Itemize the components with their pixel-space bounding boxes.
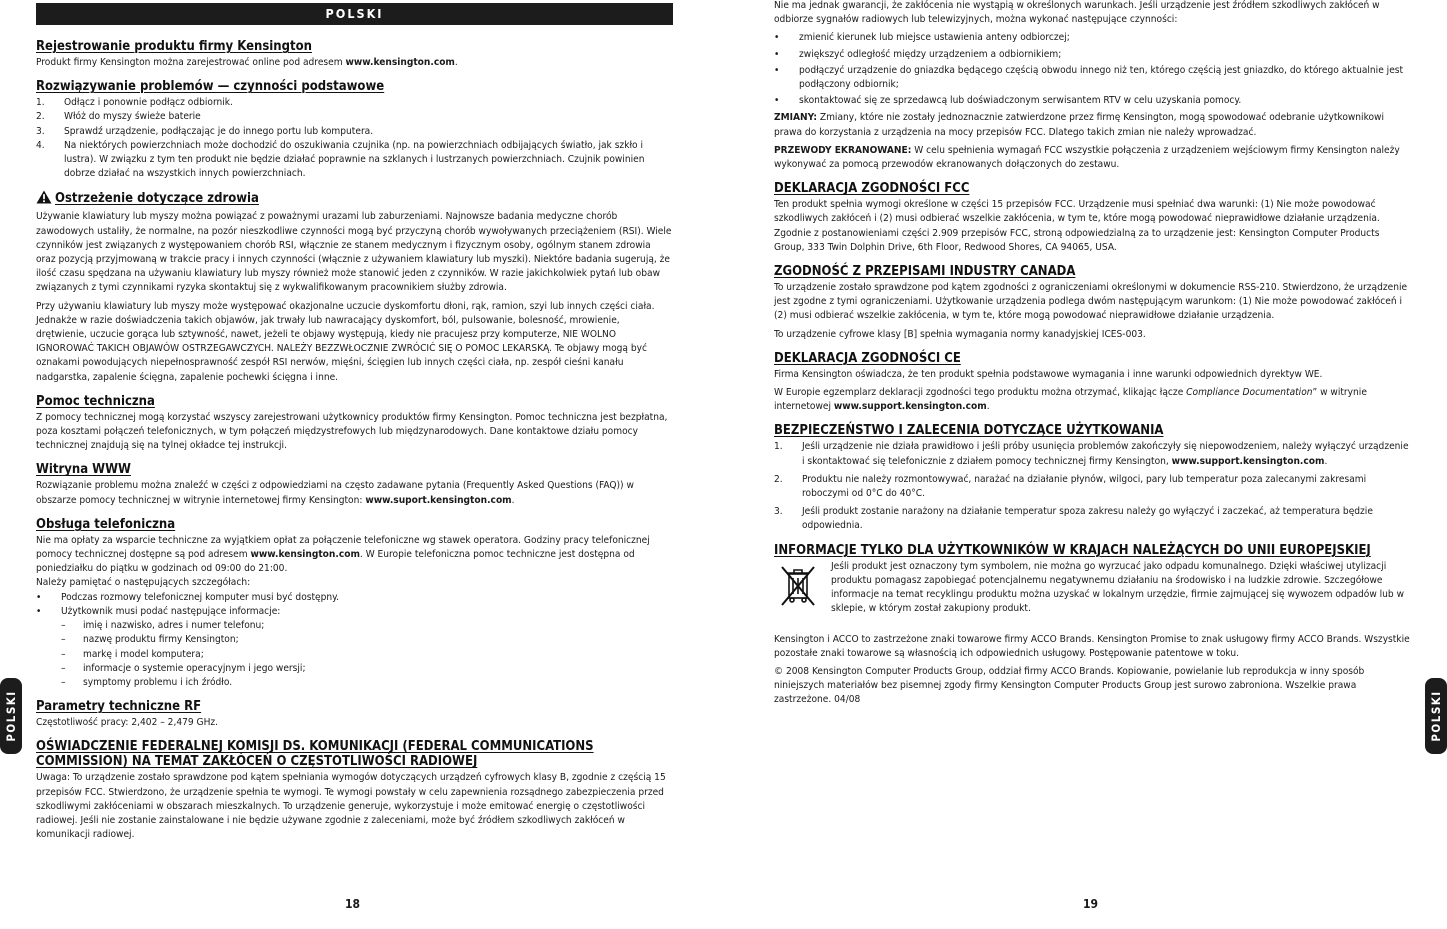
- phone-url: www.kensington.com: [250, 549, 360, 561]
- trademarks-text: Kensington i ACCO to zastrzeżone znaki towarowe firmy ACCO Brands. Kensington Promise to znak usługowy firmy ACCO Brands. Wszystkie pozostałe znaki towarowe są własnością ich odpowiednich usługowy. Postępowanie patentowe w toku.: [774, 633, 1410, 659]
- safety-list: [774, 440, 1412, 533]
- web-text: Rozwiązanie problemu można znaleźć w części z odpowiedziami na często zadawane pytania (Frequently Asked Questions (FAQ)) w obszarze pomocy technicznej w witrynie internetowej firmy Kensington: www.suport.kensington.com.: [36, 480, 634, 506]
- ce-text: Firma Kensington oświadcza, że ten produkt spełnia podstawowe wymagania i inne warunki odpowiednich dyrektyw WE.: [774, 368, 1323, 380]
- health-warning-heading: Ostrzeżenie dotyczące zdrowia: [36, 190, 673, 208]
- fcc-continued-text: Nie ma jednak gwarancji, że zakłócenia nie wystąpią w określonych warunkach. Jeśli urządzenie jest źródłem szkodliwych zakłóceń w odbiorze sygnałów radiowych lub telewizyjnych, można wykonać następujące czynności:: [774, 0, 1380, 26]
- registration-heading: Rejestrowanie produktu firmy Kensington: [36, 39, 312, 54]
- eu-users-heading: INFORMACJE TYLKO DLA UŻYTKOWNIKÓW W KRAJACH NALEŻĄCYCH DO UNII EUROPEJSKIEJ: [774, 542, 1371, 558]
- ce-heading: DEKLARACJA ZGODNOŚCI CE: [774, 350, 961, 366]
- list-item: 4. Na niektórych powierzchniach może dochodzić do oszukiwania czujnika (np. na powierzchniach odbijających światło, jak szkło i lustra). W związku z tym ten produkt nie będzie działać poprawnie na szklanych i lustrzanych powierzchniach. Czujnik powinien dobrze działać na wszystkich innych powierzchniach.: [36, 139, 645, 180]
- industry-canada-text: To urządzenie cyfrowe klasy [B] spełnia wymagania normy kanadyjskiej ICES-003.: [774, 328, 1146, 340]
- weee-notice: [774, 560, 1412, 621]
- ce-text: W Europie egzemplarz deklaracji zgodności tego produktu można otrzymać, klikając łącze Compliance Documentation” w witrynie internetowej www.support.kensington.com.: [774, 387, 1367, 413]
- crossed-out-bin-icon: [778, 564, 818, 614]
- support-heading: Pomoc techniczna: [36, 393, 155, 409]
- support-url: www.suport.kensington.com: [365, 494, 512, 506]
- safety-heading: BEZPIECZEŃSTWO I ZALECENIA DOTYCZĄCE UŻYTKOWANIA: [774, 423, 1164, 439]
- support-text: Z pomocy technicznej mogą korzystać wszyscy zarejestrowani użytkownicy produktów firmy Kensington. Pomoc techniczna jest bezpłatna, poza kosztami połączeń telefonicznych, w tym połączeń międzystrefowych lub międzynarodowych. Dane kontaktowe działu pomocy technicznej znajdują się na tylnej okładce tej instrukcji.: [36, 411, 668, 452]
- phone-note: Należy pamiętać o następujących szczegółach:: [36, 577, 251, 589]
- industry-canada-text: To urządzenie zostało sprawdzone pod kątem zgodności z ograniczeniami określonymi w dokumencie RSS-210. Stwierdzono, że urządzenie jest zgodne z tymi ograniczeniami. Użytkowanie urządzenia podlega dwóm następującym warunkom: (1) Nie może powodować zakłóceń i (2) musi odbierać wszelkie zakłócenia, w tym te, które mogą powodować nieprawidłowe działanie urządzenia.: [774, 282, 1408, 322]
- list-item: • skontaktować się ze sprzedawcą lub doświadczonym serwisantem RTV w celu uzyskania pomocy.: [774, 95, 1242, 107]
- phone-text: Nie ma opłaty za wsparcie techniczne za wyjątkiem opłat za połączenie telefoniczne wg stawek operatora. Godziny pracy telefonicznej pomocy technicznej dostępne są pod adresem www.kensington.com. W Europie telefoniczna pomoc techniczne jest dostępna od poniedziałku do piątku w godzinach od 09:00 do 21:00.: [36, 534, 650, 575]
- page-number-left: 18: [345, 897, 361, 911]
- list-item: • Użytkownik musi podać następujące informacje: – imię i nazwisko, adres i numer telefonu; – nazwę produktu firmy Kensington; – markę i model komputera; – informacje o systemie operacyjnym i jego wersji; – symptomy problemu i ich źródło.: [36, 605, 673, 690]
- list-item: 3. Sprawdź urządzenie, podłączając je do innego portu lub komputera.: [36, 125, 374, 137]
- shielded-cables-paragraph: PRZEWODY EKRANOWANE: W celu spełnienia wymagań FCC wszystkie połączenia z urządzeniem wejściowym firmy Kensington należy wykonywać za pomocą przewodów ekranowanych dołączonych do zestawu.: [774, 144, 1400, 171]
- troubleshooting-list: [36, 96, 673, 181]
- list-item: • zwiększyć odległość między urządzeniem a odbiornikiem;: [774, 48, 1062, 60]
- list-item: – nazwę produktu firmy Kensington;: [61, 634, 239, 646]
- warning-triangle-icon: [36, 190, 52, 208]
- troubleshooting-heading: Rozwiązywanie problemów — czynności podstawowe: [36, 79, 385, 95]
- list-item: – symptomy problemu i ich źródło.: [61, 676, 233, 688]
- phone-dash-list: [61, 619, 673, 690]
- web-heading: Witryna WWW: [36, 462, 131, 478]
- compliance-documentation-link: Compliance Documentation: [1186, 387, 1313, 399]
- left-page: [36, 0, 673, 846]
- rf-text: Częstotliwość pracy: 2,402 – 2,479 GHz.: [36, 717, 219, 729]
- health-warning-paragraph: Używanie klawiatury lub myszy można powiązać z poważnymi urazami lub zaburzeniami. Najnowsze badania medyczne chorób zawodowych ustaliły, że normalne, na pozór nieszkodliwe czynności mogą być przyczyną chorób wywoływanych przeciążeniem (RSI). Wiele czynników jest związanych z występowaniem chorób RSI, włącznie ze stanem medycznym i fizycznym osoby, ogólnym stanem zdrowia oraz pozycją przyjmowaną w trakcie pracy i innych czynności (włącznie z używaniem klawiatury lub myszki). Niektóre badania sugerują, że ilość czasu spędzana na używaniu klawiatury lub myszy również może stanowić jeden z czynników. W razie jakichkolwiek pytań lub obaw związanych z tymi czynnikami ryzyka skontaktuj się z wykwalifikowanym pracownikiem służby zdrowia.: [36, 211, 672, 294]
- phone-bullets: [36, 591, 673, 690]
- copyright-text: © 2008 Kensington Computer Products Group, oddział firmy ACCO Brands. Kopiowanie, powielanie lub reprodukcja w inny sposób niniejszych materiałów bez pisemnej zgody firmy Kensington Computer Products Group jest surowo zabroniona. Wszelkie prawa zastrzeżone. 04/08: [774, 665, 1365, 706]
- weee-text: Jeśli produkt jest oznaczony tym symbolem, nie można go wyrzucać jako odpadu komunalnego. Dzięki właściwej utylizacji produktu pomagasz zapobiegać potencjalnemu negatywnemu działaniu na środowisko i na ludzkie zdrowie. Szczegółowe informacje na temat recyklingu produktu można uzyskać w lokalnym urzędzie, firmie zajmującej się wywozem odpadów lub w sklepie, w którym został zakupiony produkt.: [831, 560, 1405, 615]
- side-language-tab-left: POLSKI: [0, 678, 22, 754]
- list-item: 1. Jeśli urządzenie nie działa prawidłowo i jeśli próby usunięcia problemów zakończyły się niepowodzeniem, należy wyłączyć urządzenie i skontaktować się telefonicznie z działem pomocy technicznej firmy Kensington, www.support.kensington.com.: [774, 441, 1409, 467]
- side-language-tab-right: POLSKI: [1425, 678, 1447, 754]
- registration-url: www.kensington.com: [345, 57, 455, 68]
- page-number-right: 19: [1083, 897, 1099, 911]
- right-page: [774, 0, 1412, 712]
- fcc-conformity-heading: DEKLARACJA ZGODNOŚCI FCC: [774, 181, 970, 197]
- language-header-bar: POLSKI: [36, 3, 673, 25]
- rf-heading: Parametry techniczne RF: [36, 699, 202, 715]
- list-item: – imię i nazwisko, adres i numer telefonu;: [61, 620, 265, 632]
- changes-paragraph: ZMIANY: Zmiany, które nie zostały jednoznacznie zatwierdzone przez firmę Kensington, mogą spowodować odebranie użytkownikowi prawa do korzystania z urządzenia na mocy przepisów FCC. Dlatego takich zmian nie należy wprowadzać.: [774, 112, 1384, 138]
- list-item: 2. Produktu nie należy rozmontowywać, narażać na działanie płynów, wilgoci, pary lub temperatur poza zalecanymi zakresami roboczymi od 0°C do 40°C.: [774, 473, 1367, 500]
- list-item: – markę i model komputera;: [61, 648, 204, 660]
- fcc-statement-text: Uwaga: To urządzenie zostało sprawdzone pod kątem spełniania wymogów dotyczących urządzeń cyfrowych klasy B, zgodnie z częścią 15 przepisów FCC. Stwierdzono, że urządzenie spełnia te wymogi. Te wymogi powstały w celu zapewnienia rozsądnego zabezpieczenia przed szkodliwymi zakłóceniami w obszarach mieszkalnych. To urządzenie generuje, wykorzystuje i może emitować energię o częstotliwości radiowej. Jeśli nie zostanie zainstalowane i nie będzie używane zgodnie z zaleceniami, może być źródłem szkodliwych zakłóceń w komunikacji radiowej.: [36, 772, 666, 841]
- list-item: 2. Włóż do myszy świeże baterie: [36, 111, 201, 123]
- industry-canada-heading: ZGODNOŚĆ Z PRZEPISAMI INDUSTRY CANADA: [774, 264, 1076, 280]
- list-item: – informacje o systemie operacyjnym i jego wersji;: [61, 662, 306, 674]
- fcc-measures-list: [774, 31, 1412, 108]
- phone-heading: Obsługa telefoniczna: [36, 516, 176, 532]
- list-item: • podłączyć urządzenie do gniazdka będącego częścią obwodu innego niż ten, którego częścią jest gniazdko, do którego aktualnie jest podłączony odbiornik;: [774, 64, 1404, 91]
- support-url: www.support.kensington.com: [833, 401, 987, 413]
- list-item: 3. Jeśli produkt zostanie narażony na działanie temperatur spoza zakresu należy go wyłączyć i zaczekać, aż temperatura będzie odpowiednia.: [774, 506, 1373, 532]
- list-item: • zmienić kierunek lub miejsce ustawienia anteny odbiorczej;: [774, 32, 1070, 44]
- fcc-conformity-text: Ten produkt spełnia wymogi określone w części 15 przepisów FCC. Urządzenie musi spełniać dwa warunki: (1) Nie może powodować szkodliwych zakłóceń i (2) musi odbierać wszelkie zakłócenia, w tym te, które mogą powodować nieprawidłowe działanie urządzenia. Zgodnie z postanowieniami części 2.909 przepisów FCC, stroną odpowiedzialną za to urządzenie jest: Kensington Computer Products Group, 333 Twin Dolphin Drive, 6th Floor, Redwood Shores, CA 94065, USA.: [774, 199, 1380, 253]
- fcc-statement-heading: OŚWIADCZENIE FEDERALNEJ KOMISJI DS. KOMUNIKACJI (FEDERAL COMMUNICATIONS COMMISSION) NA TEMAT ZAKŁÓCEŃ O CZĘSTOTLIWOŚCI RADIOWEJ: [36, 739, 594, 770]
- list-item: • Podczas rozmowy telefonicznej komputer musi być dostępny.: [36, 591, 339, 603]
- health-warning-paragraph: Przy używaniu klawiatury lub myszy może występować okazjonalne uczucie dyskomfortu dłoni, rąk, ramion, szyi lub innych części ciała. Jednakże w razie doświadczenia takich objawów, jak trwały lub nawracający dyskomfort, ból, pulsowanie, bolesność, mrowienie, drętwienie, uczucie gorąca lub sztywność, nawet, jeżeli te objawy występują, kiedy nie pracujesz przy komputerze, NIE WOLNO IGNOROWAĆ TAKICH OBJAWÓW OSTRZEGAWCZYCH. NALEŻY BEZZWŁOCZNIE ZWRÓCIĆ SIĘ O POMOC LEKARSKĄ. Te objawy mogą być oznakami powodujących niepełnosprawność zespół RSI nerwów, mięśni, ścięgien lub innych części ciała, np. zespół cieśni kanału nadgarstka, zapalenie ścięgna, zapalenie pochewki ścięgna i inne.: [36, 300, 655, 383]
- list-item: 1. Odłącz i ponownie podłącz odbiornik.: [36, 97, 233, 109]
- registration-text: Produkt firmy Kensington można zarejestrować online pod adresem www.kensington.com.: [36, 57, 458, 68]
